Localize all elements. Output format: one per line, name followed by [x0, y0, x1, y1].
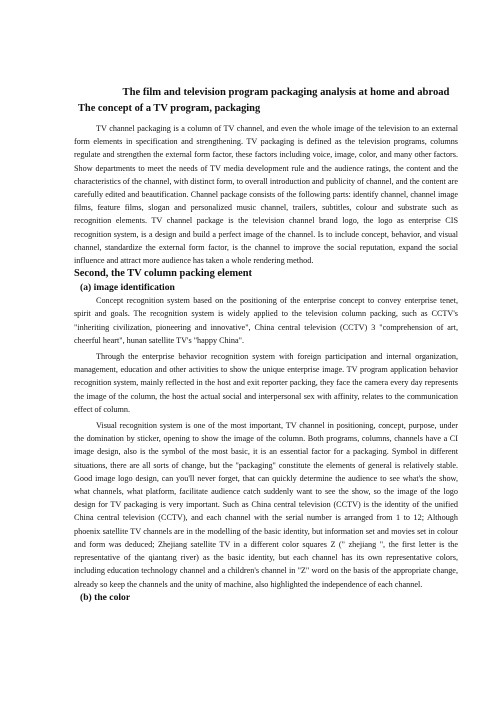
section-heading-elements: Second, the TV column packing element: [74, 268, 253, 280]
subheading-image-identification: (a) image identification: [80, 282, 175, 294]
paragraph-concept: TV channel packaging is a column of TV channel, and even the whole image of the television to an external form elements in specification and strengthening. TV packaging is defined as the television programs, columns regulate and strengthen the external form factor, these factors including voice, image, color, and many other factors. Show departments to meet the needs of TV media development rule and the audience ratings, the content and the characteristics of the channel, with distinct form, to overall introduction and publicity of channel, and the content are carefully edited and beautification. Channel package consists of the following parts: identify channel, channel image films, feature films, slogan and personalized music channel, trailers, subtitles, colour and substrate such as recognition elements. TV channel package is the television channel brand logo, the logo as enterprise CIS recognition system, is a design and build a perfect image of the channel. Is to include concept, behavior, and visual channel, standardize the external form factor, is the channel to improve the social reputation, expand the social influence and attract more audience has taken a whole rendering method.: [74, 124, 458, 266]
paragraph-behavior-recognition: Through the enterprise behavior recognition system with foreign participation and internal organization, management, education and other activities to show the unique enterprise image. TV program application behavior recognition system, mainly reflected in the host and exit reporter packing, they face the camera every day represents the image of the column, the host the actual social and interpersonal sex with affinity, relates to the communication effect of column.: [74, 352, 458, 414]
paragraph-concept-recognition: Concept recognition system based on the positioning of the enterprise concept to convey enterprise tenet, spirit and goals. The recognition system is widely applied to the television column packing, such as CCTV's "inheriting civilization, pioneering and innovative", China central television (CCTV) 3 "comprehension of art, cheerful heart", hunan satellite TV's "happy China".: [74, 296, 458, 345]
paragraph-visual-recognition: Visual recognition system is one of the most important, TV channel in positioning, concept, purpose, under the domination by sticker, opening to show the image of the column. Both programs, columns, channels have a CI image design, also is the symbol of the most basic, it is an essential factor for a packaging. Symbol in different situations, there are all sorts of change, but the "packaging" constitute the elements of general is relatively stable. Good image logo design, can you'll never forget, that can quickly determine the audience to see what's the show, what channels, what platform, facilitate audience catch suddenly want to see the show, so the image of the logo design for TV packaging is very important. Such as China central television (CCTV) is the identity of the unified China central television (CCTV), and each channel with the serial number is arranged from 1 to 12; Although phoenix satellite TV channels are in the modelling of the basic identity, but information set and movies set in colour and form was deduced; Zhejiang satellite TV in a different color squares Z (" zhejiang ", the first letter is the representative of the qiantang river) as the basic identity, but each channel has its own representative colors, including education technology channel and a children's channel in "Z" word on the basis of the appropriate change, already so keep the channels and the unity of machine, also highlighted the independence of each channel.: [74, 421, 458, 589]
document-title: The film and television program packaging analysis at home and abroad: [122, 87, 450, 98]
section-heading-concept: The concept of a TV program, packaging: [78, 103, 261, 114]
subheading-color: (b) the color: [80, 591, 131, 603]
